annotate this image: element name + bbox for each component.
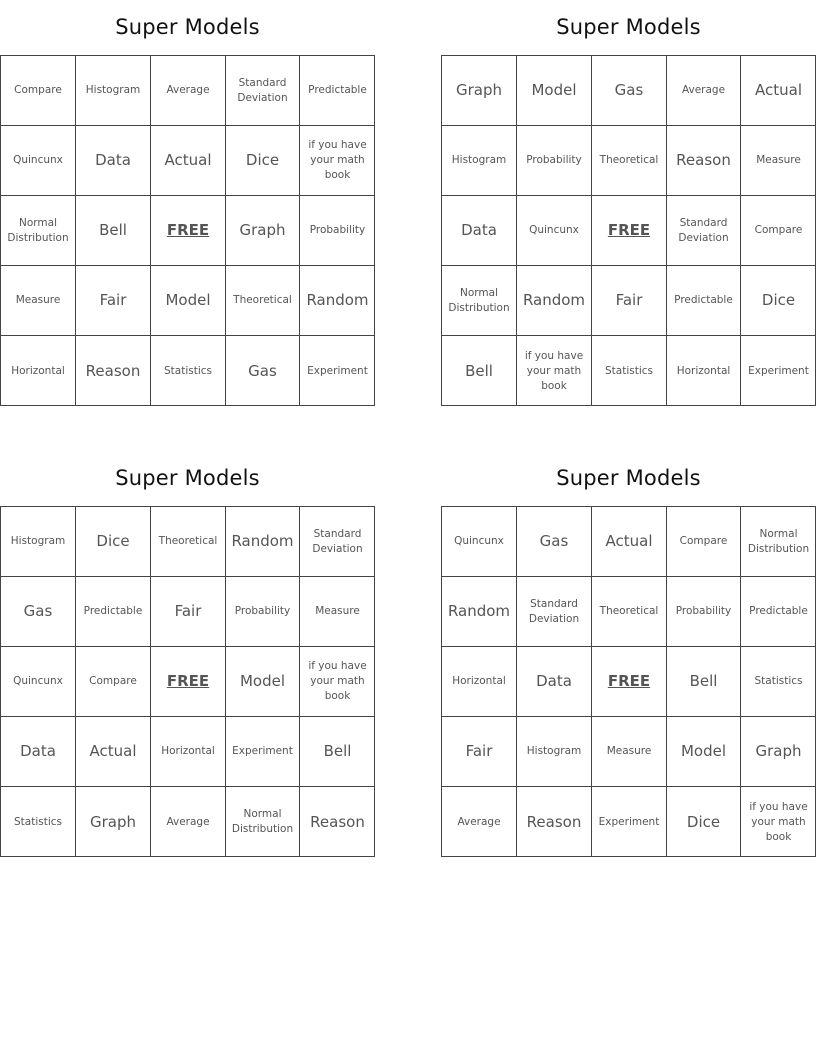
bingo-cell: Model <box>517 56 592 126</box>
bingo-grid <box>441 506 816 857</box>
bingo-card-3 <box>0 451 375 857</box>
bingo-cell: Experiment <box>307 364 368 377</box>
card-title: Super Models <box>556 466 701 490</box>
bingo-cell: Measure <box>741 126 816 196</box>
bingo-cell: Horizontal <box>442 647 517 717</box>
bingo-cell: Predictable <box>741 577 816 647</box>
bingo-cell: Experiment <box>592 787 667 857</box>
bingo-card-2 <box>441 0 816 406</box>
bingo-cell: Reason <box>310 812 365 831</box>
bingo-cell: Random <box>300 266 375 336</box>
bingo-cell: Standard Deviation <box>226 56 300 126</box>
card-title: Super Models <box>556 15 701 39</box>
bingo-cell: Random <box>442 577 517 647</box>
bingo-cell: Normal Distribution <box>1 196 76 266</box>
bingo-cell: Reason <box>76 336 151 406</box>
bingo-cell: Average <box>442 787 517 857</box>
bingo-cell: Model <box>667 717 741 787</box>
bingo-cell: Fair <box>151 577 226 647</box>
bingo-cell: Fair <box>592 266 667 336</box>
bingo-cell: Fair <box>76 266 151 336</box>
bingo-cell: if you have your math book <box>749 800 808 843</box>
bingo-cell: Gas <box>1 577 76 647</box>
bingo-grid <box>0 55 375 406</box>
bingo-cell: Histogram <box>76 56 151 126</box>
bingo-cell: Quincunx <box>442 507 517 577</box>
bingo-cell: Normal Distribution <box>226 787 300 857</box>
bingo-cell: Standard Deviation <box>667 196 741 266</box>
bingo-cell: Dice <box>76 507 151 577</box>
bingo-cell: Graph <box>442 56 517 126</box>
bingo-cell: Statistics <box>1 787 76 857</box>
bingo-cell: Horizontal <box>667 336 741 406</box>
bingo-cell: Gas <box>592 56 667 126</box>
bingo-cell: Graph <box>226 196 300 266</box>
bingo-cell: Gas <box>226 336 300 406</box>
bingo-cell: Theoretical <box>592 577 667 647</box>
bingo-cell: Standard Deviation <box>517 577 592 647</box>
bingo-cell: Experiment <box>226 717 300 787</box>
bingo-cell: Bell <box>442 336 517 406</box>
bingo-cell: Quincunx <box>517 196 592 266</box>
bingo-cell: Model <box>151 266 226 336</box>
bingo-grid <box>0 506 375 857</box>
bingo-cell: Data <box>1 717 76 787</box>
bingo-cell: if you have your math book <box>517 336 592 406</box>
card-title: Super Models <box>115 15 260 39</box>
bingo-cell: Predictable <box>300 56 375 126</box>
bingo-cell: Actual <box>741 56 816 126</box>
bingo-cell: Horizontal <box>1 336 76 406</box>
bingo-cell: Compare <box>76 647 151 717</box>
free-space-cell: FREE <box>592 647 667 717</box>
bingo-cell: Horizontal <box>151 717 226 787</box>
bingo-cell: Dice <box>667 787 741 857</box>
bingo-card-4 <box>441 451 816 857</box>
bingo-cell: Experiment <box>748 364 809 377</box>
bingo-cell: Histogram <box>1 507 76 577</box>
bingo-cell: Probability <box>226 577 300 647</box>
bingo-cell: Average <box>667 56 741 126</box>
bingo-cell: Average <box>151 787 226 857</box>
bingo-card-1 <box>0 0 375 406</box>
bingo-cell: Probability <box>300 196 375 266</box>
bingo-cell: Predictable <box>76 577 151 647</box>
bingo-cell: Statistics <box>151 336 226 406</box>
bingo-cell: Reason <box>667 126 741 196</box>
bingo-cell: Bell <box>76 196 151 266</box>
bingo-cell: Standard Deviation <box>300 507 375 577</box>
bingo-cell: Normal Distribution <box>741 507 816 577</box>
bingo-cell: Statistics <box>592 336 667 406</box>
bingo-cell: if you have your math book <box>300 647 375 717</box>
bingo-cell: Compare <box>1 56 76 126</box>
bingo-cell: Quincunx <box>1 647 76 717</box>
free-space-cell: FREE <box>151 196 226 266</box>
bingo-cell: Measure <box>592 717 667 787</box>
card-title: Super Models <box>115 466 260 490</box>
bingo-cell: Graph <box>76 787 151 857</box>
free-space-cell: FREE <box>592 196 667 266</box>
bingo-cell: Probability <box>517 126 592 196</box>
bingo-cell: Histogram <box>517 717 592 787</box>
bingo-cell: Theoretical <box>226 266 300 336</box>
bingo-grid <box>441 55 816 406</box>
bingo-cell: Gas <box>517 507 592 577</box>
bingo-cell: Probability <box>667 577 741 647</box>
bingo-cell: Normal Distribution <box>442 266 517 336</box>
bingo-cell: Actual <box>592 507 667 577</box>
bingo-cell: Measure <box>300 577 375 647</box>
bingo-cell: Theoretical <box>592 126 667 196</box>
bingo-cell: Random <box>517 266 592 336</box>
bingo-cell: Data <box>76 126 151 196</box>
bingo-cell: Measure <box>1 266 76 336</box>
bingo-cell: Statistics <box>741 647 816 717</box>
bingo-cell: Fair <box>442 717 517 787</box>
bingo-cell: Reason <box>517 787 592 857</box>
bingo-cell: Theoretical <box>151 507 226 577</box>
bingo-cell: Histogram <box>442 126 517 196</box>
bingo-cell: Predictable <box>667 266 741 336</box>
bingo-cell: Actual <box>151 126 226 196</box>
bingo-cell: Quincunx <box>1 126 76 196</box>
bingo-cell: Dice <box>226 126 300 196</box>
bingo-cell: Average <box>151 56 226 126</box>
bingo-cell: Actual <box>76 717 151 787</box>
bingo-cell: Model <box>226 647 300 717</box>
bingo-cell: Data <box>517 647 592 717</box>
bingo-cell: Dice <box>741 266 816 336</box>
bingo-cell: Bell <box>300 717 375 787</box>
bingo-cell: if you have your math book <box>300 126 375 196</box>
bingo-cell: Graph <box>741 717 816 787</box>
bingo-cell: Compare <box>667 507 741 577</box>
bingo-cell: Data <box>442 196 517 266</box>
bingo-cell: Random <box>226 507 300 577</box>
bingo-cell: Compare <box>741 196 816 266</box>
free-space-cell: FREE <box>151 647 226 717</box>
bingo-cell: Bell <box>667 647 741 717</box>
